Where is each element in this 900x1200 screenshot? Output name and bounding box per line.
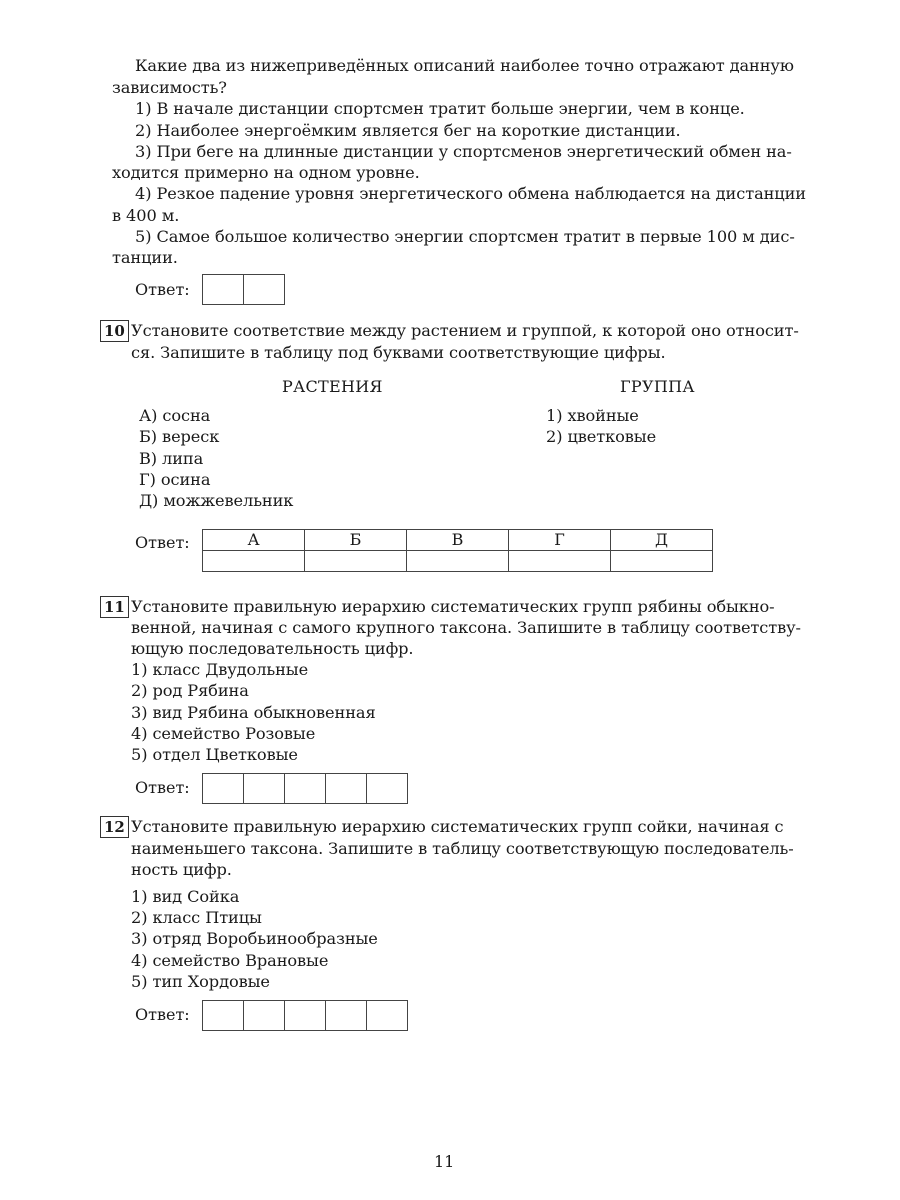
- q10-answer-table: [202, 529, 713, 572]
- q9-answer-cells: [202, 274, 285, 305]
- q12-option-5: 5) тип Хордовые: [131, 972, 270, 991]
- q10-number-badge: 10: [100, 320, 129, 342]
- q12-answer-cell-5[interactable]: [367, 1001, 408, 1031]
- q10-left-heading: РАСТЕНИЯ: [282, 377, 383, 396]
- q9-answer-label: Ответ:: [135, 280, 190, 299]
- q9-option-3-line-1: 3) При беге на длинные дистанции у спортсменов энергетический обмен на-: [135, 142, 792, 161]
- q11-prompt-line-2: венной, начиная с самого крупного таксона. Запишите в таблицу соответству-: [131, 618, 801, 637]
- q11-prompt-line-1: Установите правильную иерархию систематических групп рябины обыкно-: [131, 597, 775, 616]
- q11-answer-cells: [202, 773, 408, 804]
- q10-group-2: 2) цветковые: [546, 427, 657, 446]
- q12-answer-cell-1[interactable]: [203, 1001, 244, 1031]
- q12-prompt-line-1: Установите правильную иерархию систематических групп сойки, начиная с: [131, 817, 784, 836]
- q12-prompt-line-3: ность цифр.: [131, 860, 232, 879]
- q10-plant-v: В) липа: [139, 449, 204, 468]
- q12-answer-cell-2[interactable]: [244, 1001, 285, 1031]
- q10-header-g: Г: [509, 530, 611, 551]
- q11-number-badge: 11: [100, 596, 129, 618]
- q12-option-4: 4) семейство Врановые: [131, 951, 329, 970]
- q10-answer-label: Ответ:: [135, 533, 190, 552]
- q10-header-a: А: [203, 530, 305, 551]
- q9-option-2: 2) Наиболее энергоёмким является бег на короткие дистанции.: [135, 121, 681, 140]
- q9-option-4-line-2: в 400 м.: [112, 206, 180, 225]
- q12-answer-cell-4[interactable]: [326, 1001, 367, 1031]
- q10-answer-table-header-row: [203, 530, 713, 551]
- q11-answer-cell-5[interactable]: [367, 774, 408, 804]
- q12-option-1: 1) вид Сойка: [131, 887, 240, 906]
- q11-option-4: 4) семейство Розовые: [131, 724, 316, 743]
- q9-prompt-line-2: зависимость?: [112, 78, 227, 97]
- q10-answer-table-value-row: [203, 551, 713, 572]
- q9-option-4-line-1: 4) Резкое падение уровня энергетического обмена наблюдается на дистанции: [135, 184, 806, 203]
- q10-plant-d: Д) можжевельник: [139, 491, 294, 510]
- q11-answer-cell-4[interactable]: [326, 774, 367, 804]
- q11-answer-cell-2[interactable]: [244, 774, 285, 804]
- q10-answer-g[interactable]: [509, 551, 611, 572]
- q10-answer-a[interactable]: [203, 551, 305, 572]
- q9-option-3-line-2: ходится примерно на одном уровне.: [112, 163, 420, 182]
- q10-prompt-line-1: Установите соответствие между растением и группой, к которой оно относит-: [131, 321, 799, 340]
- q10-plant-g: Г) осина: [139, 470, 211, 489]
- q11-option-2: 2) род Рябина: [131, 681, 249, 700]
- q10-plant-a: А) сосна: [139, 406, 211, 425]
- page-number: 11: [434, 1152, 455, 1171]
- q12-option-3: 3) отряд Воробьинообразные: [131, 929, 378, 948]
- q12-option-2: 2) класс Птицы: [131, 908, 262, 927]
- q10-right-heading: ГРУППА: [620, 377, 695, 396]
- q10-answer-v[interactable]: [407, 551, 509, 572]
- q11-option-3: 3) вид Рябина обыкновенная: [131, 703, 376, 722]
- q9-prompt-line-1: Какие два из нижеприведённых описаний наиболее точно отражают данную: [135, 56, 794, 75]
- q10-group-1: 1) хвойные: [546, 406, 639, 425]
- q10-header-d: Д: [611, 530, 713, 551]
- q11-answer-cell-3[interactable]: [285, 774, 326, 804]
- q12-number-badge: 12: [100, 816, 129, 838]
- q11-option-5: 5) отдел Цветковые: [131, 745, 298, 764]
- q12-answer-cell-3[interactable]: [285, 1001, 326, 1031]
- q12-answer-label: Ответ:: [135, 1005, 190, 1024]
- q9-option-5-line-1: 5) Самое большое количество энергии спортсмен тратит в первые 100 м дис-: [135, 227, 795, 246]
- q10-answer-d[interactable]: [611, 551, 713, 572]
- q10-prompt-line-2: ся. Запишите в таблицу под буквами соответствующие цифры.: [131, 343, 666, 362]
- q9-answer-cell-1[interactable]: [203, 275, 244, 305]
- q10-header-b: Б: [305, 530, 407, 551]
- q11-option-1: 1) класс Двудольные: [131, 660, 309, 679]
- q9-option-1: 1) В начале дистанции спортсмен тратит больше энергии, чем в конце.: [135, 99, 745, 118]
- q10-answer-b[interactable]: [305, 551, 407, 572]
- q9-answer-cell-2[interactable]: [244, 275, 285, 305]
- q10-plant-b: Б) вереск: [139, 427, 220, 446]
- q12-answer-cells: [202, 1000, 408, 1031]
- q10-header-v: В: [407, 530, 509, 551]
- q11-answer-label: Ответ:: [135, 778, 190, 797]
- q11-answer-cell-1[interactable]: [203, 774, 244, 804]
- q11-prompt-line-3: ющую последовательность цифр.: [131, 639, 414, 658]
- q12-prompt-line-2: наименьшего таксона. Запишите в таблицу соответствующую последователь-: [131, 839, 794, 858]
- q9-option-5-line-2: танции.: [112, 248, 178, 267]
